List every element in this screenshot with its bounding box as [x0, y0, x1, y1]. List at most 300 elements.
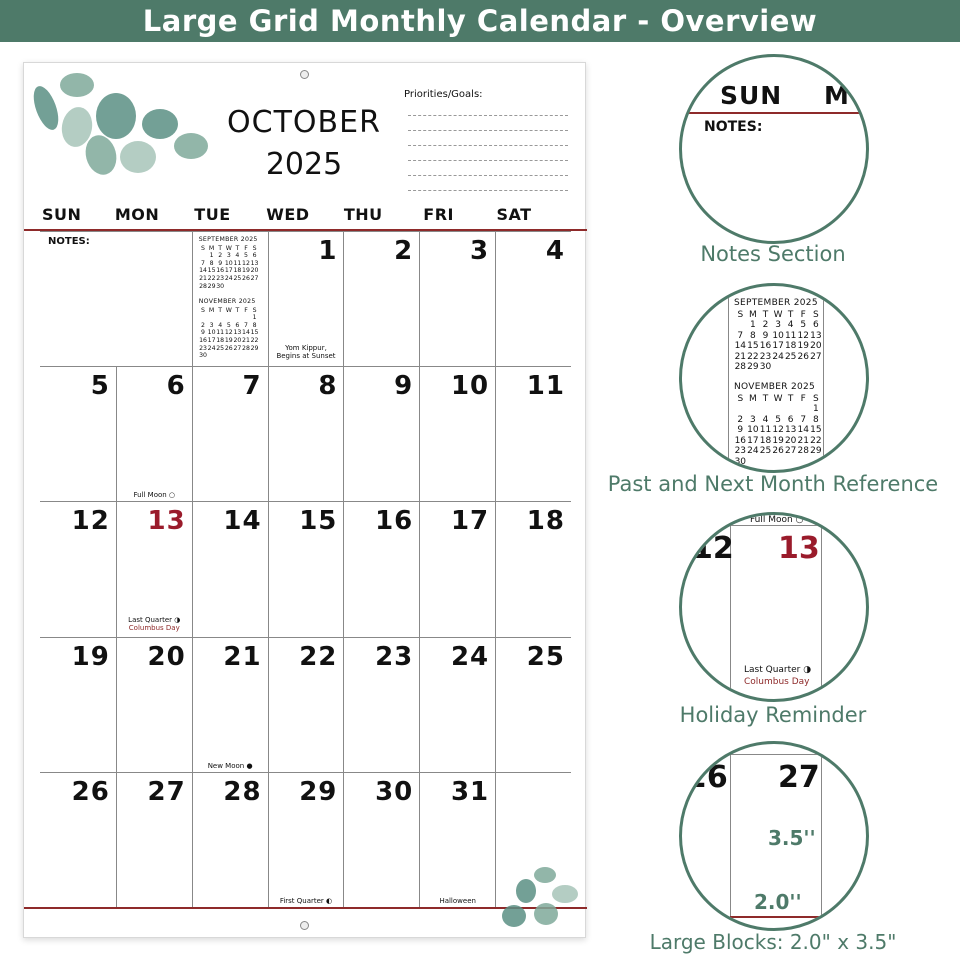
mini-day: 28 [734, 362, 747, 372]
mini-day [224, 314, 233, 322]
event-label: First Quarter ◐ [279, 896, 333, 905]
day-cell [268, 637, 344, 772]
mini-day: 4 [787, 320, 794, 330]
weekday-thu: THU [343, 205, 383, 224]
mini-day: 27 [233, 344, 242, 352]
mini-day: 30 [759, 362, 772, 372]
priorities-line [408, 130, 568, 131]
mini-day: 24 [747, 446, 759, 456]
mini-day: 28 [797, 446, 809, 456]
mini-day: 11 [759, 425, 772, 435]
mini-calendar-row [199, 352, 259, 360]
mini-day: 23 [734, 446, 747, 456]
mini-weekday: T [787, 393, 794, 404]
mini-day: 15 [747, 341, 759, 351]
mini-day: 30 [216, 282, 225, 290]
caption-holiday: Holiday Reminder [679, 703, 867, 727]
day-number: 30 [375, 776, 414, 807]
year-title: 2025 [265, 147, 343, 182]
mini-weekday: F [244, 244, 248, 252]
mini-day: 7 [244, 321, 248, 329]
zoom-last-quarter: Last Quarter ◑ [744, 665, 812, 675]
day-number: 12 [71, 506, 110, 537]
mini-day: 16 [199, 336, 207, 344]
mini-day: 25 [784, 351, 797, 362]
day-cell [343, 637, 419, 772]
day-number: 24 [450, 641, 490, 672]
mini-day: 14 [242, 329, 250, 337]
mini-day: 5 [244, 252, 248, 260]
zoom-columbus-day: Columbus Day [744, 677, 810, 687]
day-cell [343, 501, 419, 636]
mini-day: 21 [734, 351, 747, 362]
mini-day: 5 [800, 320, 807, 330]
day-number: 4 [545, 236, 565, 266]
mini-day: 13 [250, 259, 259, 267]
mini-day [207, 314, 216, 322]
mini-weekday: F [800, 393, 806, 404]
day-number: 2 [394, 236, 414, 266]
caption-reference: Past and Next Month Reference [607, 472, 939, 496]
mini-day [772, 362, 785, 373]
zoom-day-12: 12 [692, 531, 734, 566]
mini-day [199, 252, 208, 260]
mini-day: 4 [235, 252, 240, 260]
mini-day: 14 [734, 341, 747, 351]
mini-calendar-row [199, 314, 259, 322]
day-number: 14 [223, 506, 262, 537]
day-cell [419, 772, 495, 907]
day-number: 3 [470, 236, 490, 266]
zoom-notes-circle [679, 54, 869, 244]
day-number: 17 [450, 506, 490, 537]
mini-calendar-cell [192, 231, 268, 366]
mini-day: 2 [737, 414, 744, 425]
mini-day [216, 314, 225, 322]
mini-day: 20 [784, 435, 797, 446]
mini-day: 28 [199, 282, 207, 290]
day-cell [192, 366, 268, 501]
mini-day: 16 [734, 435, 747, 446]
mini-day [242, 352, 251, 360]
mini-calendar-row [199, 329, 259, 337]
mini-weekday: M [208, 306, 215, 314]
mini-calendar-row [199, 260, 259, 268]
day-number: 10 [450, 371, 490, 402]
weekday-mon: MON [114, 205, 160, 224]
mini-weekday: W [225, 306, 232, 314]
mini-day: 19 [242, 267, 250, 275]
mini-weekday: M [749, 309, 757, 320]
mini-day: 10 [207, 329, 216, 337]
day-cell [343, 772, 419, 907]
priorities-line [408, 160, 568, 161]
mini-day: 18 [216, 336, 225, 344]
mini-day: 23 [199, 344, 207, 352]
day-number: 29 [299, 776, 338, 807]
mini-day: 3 [775, 320, 781, 330]
mini-day: 26 [224, 344, 233, 352]
mini-day [810, 457, 823, 468]
mini-weekday: S [737, 309, 744, 320]
mini-day: 23 [759, 351, 772, 362]
caption-notes: Notes Section [700, 242, 846, 266]
mini-weekday: S [252, 244, 257, 252]
day-number: 5 [90, 371, 110, 402]
zoom-next-month [734, 382, 822, 467]
mini-day: 30 [734, 456, 747, 467]
mini-day: 17 [224, 267, 233, 275]
mini-weekday: F [244, 306, 248, 314]
priorities-line [408, 115, 568, 116]
mini-day: 21 [242, 336, 250, 344]
mini-day [199, 314, 208, 322]
day-number: 15 [299, 506, 338, 537]
mini-day: 17 [747, 435, 759, 446]
mini-day [207, 352, 216, 360]
mini-weekday: M [208, 244, 215, 252]
mini-day: 19 [797, 341, 809, 351]
zoom-day-26: 26 [686, 760, 728, 795]
day-cell [343, 231, 419, 366]
mini-day: 13 [784, 425, 797, 435]
day-cell [116, 637, 192, 772]
mini-day: 13 [233, 329, 242, 337]
mini-day: 8 [209, 259, 214, 267]
mini-day [759, 457, 772, 468]
mini-day: 1 [812, 404, 819, 414]
bottom-hole [300, 921, 309, 930]
mini-calendar-header [199, 245, 259, 253]
mini-day: 22 [810, 435, 822, 446]
mini-calendar-row [734, 362, 822, 373]
mini-weekday: T [235, 306, 240, 314]
eucalyptus-decoration-bottom [494, 863, 586, 935]
mini-day: 9 [201, 329, 205, 337]
mini-calendar-row [734, 320, 822, 331]
mini-day [810, 362, 823, 373]
mini-day [759, 404, 772, 415]
event-label: Full Moon ○ [133, 491, 176, 500]
weekday-sat: SAT [496, 205, 532, 224]
mini-day: 27 [810, 351, 822, 362]
zoom-sun: SUN [720, 81, 783, 110]
event-label: Yom Kippur, [285, 344, 327, 352]
day-number: 19 [71, 641, 110, 672]
event-label: Columbus Day [128, 624, 180, 633]
mini-day [734, 320, 747, 331]
mini-weekday: S [252, 306, 257, 314]
mini-day: 25 [233, 274, 242, 282]
priorities-label: Priorities/Goals: [404, 89, 483, 100]
mini-next-month [199, 298, 259, 360]
mini-day: 26 [797, 351, 809, 362]
mini-day: 7 [800, 414, 807, 425]
zoom-mon: M [824, 81, 849, 110]
mini-calendar-title: SEPTEMBER 2025 [734, 298, 818, 308]
zoom-day-27: 27 [778, 760, 820, 795]
zoom-holiday-circle [679, 512, 869, 702]
mini-day: 2 [201, 321, 205, 329]
mini-day [233, 352, 242, 360]
mini-day: 18 [784, 341, 797, 351]
mini-day: 16 [759, 341, 772, 351]
mini-day: 10 [772, 330, 784, 341]
mini-weekday: W [773, 309, 783, 320]
calendar-sheet [23, 62, 586, 938]
day-cell [116, 366, 192, 501]
mini-day: 29 [810, 446, 822, 456]
mini-day: 15 [810, 425, 822, 435]
day-cell [419, 231, 495, 366]
mini-calendar-row [734, 446, 822, 457]
mini-day: 18 [233, 267, 242, 275]
mini-day [797, 404, 810, 415]
mini-calendar-header [734, 310, 822, 321]
mini-weekday: S [201, 244, 205, 252]
day-number: 11 [526, 371, 565, 402]
mini-day: 7 [737, 330, 744, 341]
day-number: 22 [299, 641, 338, 672]
mini-day: 3 [209, 321, 214, 329]
banner-title: Large Grid Monthly Calendar - Overview [142, 4, 818, 38]
zoom-reference-circle [679, 283, 869, 473]
zoom-rule [682, 112, 869, 114]
mini-day: 5 [226, 321, 231, 329]
mini-weekday: M [749, 393, 757, 404]
day-cell [495, 366, 571, 501]
day-number: 8 [318, 371, 338, 402]
day-number: 7 [242, 371, 262, 402]
mini-weekday: S [813, 309, 819, 320]
mini-calendar-title: NOVEMBER 2025 [734, 382, 816, 392]
mini-day: 11 [784, 330, 797, 341]
mini-day: 6 [812, 320, 819, 330]
mini-day: 22 [207, 274, 216, 282]
mini-calendar-row [199, 322, 259, 330]
day-cell [192, 772, 268, 907]
mini-weekday: T [218, 244, 223, 252]
mini-day: 22 [747, 351, 759, 362]
mini-day: 15 [207, 267, 216, 275]
mini-day: 25 [216, 344, 225, 352]
day-number: 31 [450, 776, 490, 807]
mini-day [784, 457, 797, 468]
mini-day: 27 [784, 446, 797, 456]
day-number: 25 [526, 641, 565, 672]
mini-day [233, 283, 242, 291]
mini-day: 4 [762, 414, 769, 425]
mini-day: 9 [737, 425, 744, 435]
mini-day: 24 [207, 344, 216, 352]
mini-day: 29 [207, 282, 216, 290]
mini-calendar-row [734, 457, 822, 468]
mini-day [784, 404, 797, 415]
mini-day: 13 [810, 330, 822, 341]
day-number: 20 [147, 641, 186, 672]
mini-day: 21 [199, 274, 207, 282]
day-cell [343, 366, 419, 501]
mini-calendar-row [199, 345, 259, 353]
hanging-hole [300, 70, 309, 79]
weekday-header [24, 205, 587, 229]
priorities-line [408, 190, 568, 191]
mini-day: 1 [750, 320, 756, 330]
event-label: Halloween [439, 896, 476, 905]
weekday-tue: TUE [194, 205, 231, 224]
mini-weekday: T [787, 309, 794, 320]
weekday-fri: FRI [423, 205, 454, 224]
mini-day: 26 [772, 446, 784, 456]
mini-day: 23 [216, 274, 225, 282]
mini-day: 4 [218, 321, 223, 329]
caption-block-size: Large Blocks: 2.0" x 3.5" [649, 930, 897, 954]
mini-calendar-row [734, 415, 822, 426]
day-number: 28 [223, 776, 262, 807]
mini-day [797, 457, 810, 468]
mini-weekday: S [201, 306, 205, 314]
day-number: 21 [223, 641, 262, 672]
mini-day [734, 404, 747, 415]
block-width-label: 2.0'' [754, 890, 802, 914]
header-banner [0, 0, 960, 42]
event-label: New Moon ● [207, 761, 253, 770]
priorities-line [408, 145, 568, 146]
day-cell [495, 501, 571, 636]
mini-calendar-header [199, 307, 259, 315]
day-cell [268, 231, 344, 366]
mini-day: 10 [747, 425, 759, 435]
day-cell [192, 637, 268, 772]
mini-weekday: T [235, 244, 240, 252]
mini-day: 14 [797, 425, 809, 435]
month-title: OCTOBER [227, 105, 381, 140]
mini-day [242, 283, 251, 291]
mini-day: 6 [252, 252, 257, 260]
day-number: 27 [147, 776, 186, 807]
mini-day [772, 404, 785, 415]
event-label: Begins at Sunset [276, 352, 336, 360]
day-number: 6 [166, 371, 186, 402]
mini-day: 19 [772, 435, 784, 446]
mini-calendar-row [734, 436, 822, 447]
mini-day [784, 362, 797, 373]
mini-day [224, 352, 233, 360]
mini-calendar-row [734, 331, 822, 342]
day-cell [419, 501, 495, 636]
day-number: 13 [147, 506, 186, 537]
day-cell [419, 637, 495, 772]
mini-day [747, 404, 760, 415]
mini-day: 17 [772, 341, 784, 351]
mini-day: 12 [797, 330, 809, 341]
day-cell [116, 501, 192, 636]
notes-cell [40, 231, 192, 366]
day-cell [495, 637, 571, 772]
mini-day: 25 [759, 446, 772, 456]
mini-day: 6 [787, 414, 794, 425]
mini-day [216, 352, 225, 360]
mini-day [242, 314, 251, 322]
zoom-notes-label: NOTES: [704, 119, 763, 135]
mini-weekday: T [762, 309, 769, 320]
notes-label: NOTES: [48, 236, 90, 247]
mini-day: 9 [218, 259, 223, 267]
weekday-wed: WED [266, 205, 310, 224]
day-number: 18 [526, 506, 565, 537]
mini-day: 9 [762, 330, 769, 341]
day-cell [40, 637, 116, 772]
zoom-prev-month [734, 298, 822, 373]
mini-calendar-row [734, 425, 822, 436]
mini-day: 12 [224, 329, 233, 337]
day-number: 16 [375, 506, 414, 537]
day-cell [40, 772, 116, 907]
mini-day: 17 [207, 336, 216, 344]
day-cell [495, 231, 571, 366]
mini-weekday: S [737, 393, 744, 404]
priorities-line [408, 175, 568, 176]
mini-weekday: T [218, 306, 223, 314]
mini-day: 21 [797, 435, 809, 446]
mini-day: 19 [224, 336, 233, 344]
mini-day: 28 [242, 344, 250, 352]
day-cell [419, 366, 495, 501]
mini-day: 3 [226, 252, 231, 260]
mini-day: 11 [216, 329, 225, 337]
zoom-day-13: 13 [778, 531, 820, 566]
mini-day: 20 [233, 336, 242, 344]
mini-day: 10 [224, 259, 233, 267]
mini-weekday: F [800, 309, 806, 320]
mini-day: 16 [216, 267, 225, 275]
mini-day: 8 [252, 321, 257, 329]
mini-day: 20 [810, 341, 822, 351]
mini-day: 26 [242, 274, 250, 282]
zoom-block-circle [679, 741, 869, 931]
block-height-label: 3.5'' [768, 826, 816, 850]
day-cell [192, 501, 268, 636]
mini-day: 12 [242, 259, 250, 267]
mini-day: 7 [201, 259, 205, 267]
mini-calendar-title: SEPTEMBER 2025 [198, 236, 258, 243]
day-number: 1 [318, 236, 338, 266]
mini-calendar-row [199, 283, 259, 291]
mini-calendar-row [199, 267, 259, 275]
day-number: 9 [394, 371, 414, 402]
mini-calendar-row [734, 341, 822, 352]
mini-calendar-row [734, 352, 822, 363]
mini-day: 22 [250, 336, 259, 344]
weekday-sun: SUN [41, 205, 82, 224]
mini-day: 2 [762, 320, 769, 330]
mini-day: 30 [199, 352, 207, 360]
mini-day: 5 [775, 414, 781, 425]
mini-day: 6 [235, 321, 240, 329]
mini-day: 20 [250, 267, 259, 275]
mini-day: 1 [209, 252, 214, 260]
mini-day: 29 [747, 362, 759, 372]
mini-day [772, 457, 785, 468]
eucalyptus-decoration-top [24, 63, 214, 193]
day-cell [268, 501, 344, 636]
mini-day: 2 [218, 252, 223, 260]
day-cell [116, 772, 192, 907]
mini-day: 24 [772, 351, 784, 362]
mini-weekday: W [225, 244, 232, 252]
mini-day: 12 [772, 425, 784, 435]
mini-day: 15 [250, 329, 259, 337]
